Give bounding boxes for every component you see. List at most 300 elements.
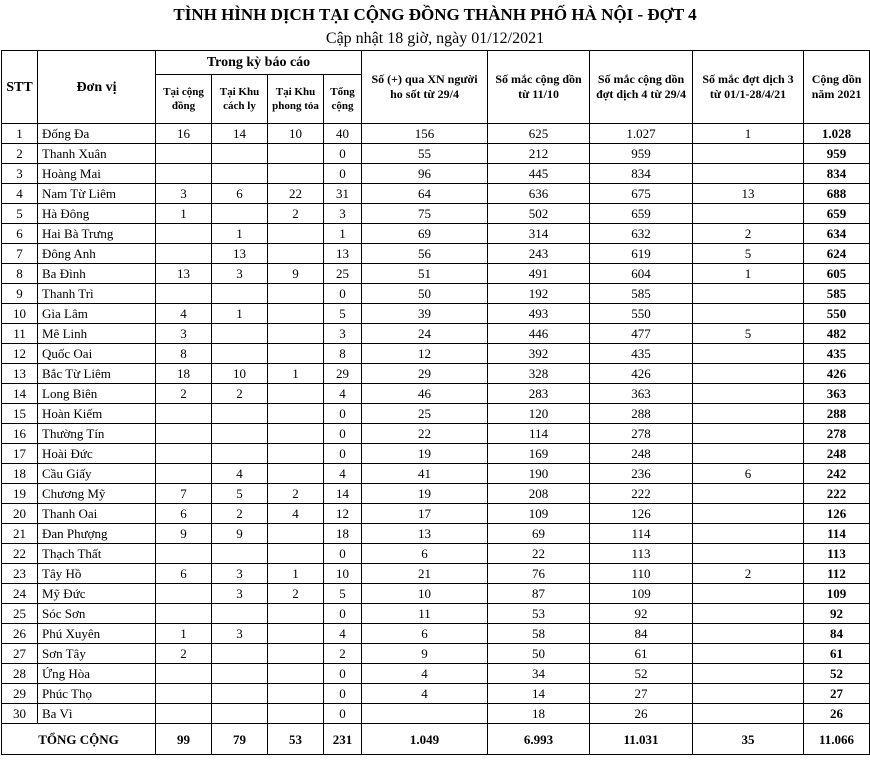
row-cell xyxy=(693,484,804,504)
table-row xyxy=(2,484,870,504)
row-stt: 2 xyxy=(2,144,38,164)
table-row xyxy=(2,144,870,164)
row-cell: 3 xyxy=(212,264,268,284)
row-cumulative-2021: 363 xyxy=(804,384,870,404)
row-cell: 435 xyxy=(590,344,693,364)
row-cumulative-2021: 126 xyxy=(804,504,870,524)
row-unit-name: Hoài Đức xyxy=(38,444,156,464)
row-cell: 2 xyxy=(156,644,212,664)
row-cell xyxy=(268,324,324,344)
row-cell: 4 xyxy=(362,684,488,704)
table-row xyxy=(2,264,870,284)
row-unit-name: Phúc Thọ xyxy=(38,684,156,704)
total-cell: 79 xyxy=(212,724,268,755)
row-cell: 46 xyxy=(362,384,488,404)
row-cell xyxy=(212,144,268,164)
table-row xyxy=(2,524,870,544)
row-cell: 10 xyxy=(324,564,362,584)
row-cell: 58 xyxy=(488,624,590,644)
row-unit-name: Quốc Oai xyxy=(38,344,156,364)
row-cell: 0 xyxy=(324,444,362,464)
row-cell: 64 xyxy=(362,184,488,204)
row-unit-name: Bắc Từ Liêm xyxy=(38,364,156,384)
row-cell xyxy=(156,544,212,564)
row-cell xyxy=(212,604,268,624)
row-cumulative-2021: 109 xyxy=(804,584,870,604)
row-cell: 13 xyxy=(693,184,804,204)
row-cell: 1 xyxy=(212,304,268,324)
table-row xyxy=(2,364,870,384)
row-cell: 29 xyxy=(324,364,362,384)
row-cell: 169 xyxy=(488,444,590,464)
row-cell: 283 xyxy=(488,384,590,404)
row-cell xyxy=(268,704,324,724)
row-cell xyxy=(268,464,324,484)
row-cell: 14 xyxy=(488,684,590,704)
table-row xyxy=(2,444,870,464)
row-cell: 13 xyxy=(156,264,212,284)
row-cell: 9 xyxy=(156,524,212,544)
row-cumulative-2021: 1.028 xyxy=(804,124,870,144)
row-cell: 4 xyxy=(362,664,488,684)
row-unit-name: Tây Hồ xyxy=(38,564,156,584)
row-cell: 13 xyxy=(362,524,488,544)
row-unit-name: Chương Mỹ xyxy=(38,484,156,504)
row-cell xyxy=(212,204,268,224)
total-cell: 11.031 xyxy=(590,724,693,755)
row-cell: 4 xyxy=(156,304,212,324)
row-unit-name: Sơn Tây xyxy=(38,644,156,664)
row-cumulative-2021: 426 xyxy=(804,364,870,384)
row-cell: 8 xyxy=(156,344,212,364)
row-stt: 23 xyxy=(2,564,38,584)
table-row xyxy=(2,644,870,664)
row-cell: 1 xyxy=(156,204,212,224)
row-cell xyxy=(693,504,804,524)
row-cell: 6 xyxy=(362,544,488,564)
row-unit-name: Ứng Hòa xyxy=(38,664,156,684)
row-cell xyxy=(693,704,804,724)
row-cell: 16 xyxy=(156,124,212,144)
row-cell: 10 xyxy=(268,124,324,144)
row-cell: 0 xyxy=(324,664,362,684)
row-unit-name: Mê Linh xyxy=(38,324,156,344)
row-cell: 0 xyxy=(324,404,362,424)
row-unit-name: Sóc Sơn xyxy=(38,604,156,624)
row-cell: 109 xyxy=(488,504,590,524)
table-row xyxy=(2,564,870,584)
header-don-vi: Đơn vị xyxy=(38,51,156,124)
row-cell: 2 xyxy=(212,504,268,524)
row-cell xyxy=(268,624,324,644)
row-cell: 0 xyxy=(324,284,362,304)
row-unit-name: Cầu Giấy xyxy=(38,464,156,484)
row-cell xyxy=(156,164,212,184)
row-cell: 288 xyxy=(590,404,693,424)
row-cell xyxy=(693,424,804,444)
row-cell: 156 xyxy=(362,124,488,144)
row-unit-name: Hà Đông xyxy=(38,204,156,224)
row-cell: 3 xyxy=(156,324,212,344)
table-row xyxy=(2,664,870,684)
row-cell: 126 xyxy=(590,504,693,524)
row-cell xyxy=(693,384,804,404)
row-unit-name: Hai Bà Trưng xyxy=(38,224,156,244)
row-cell: 2 xyxy=(212,384,268,404)
row-cell: 14 xyxy=(324,484,362,504)
row-cell xyxy=(212,284,268,304)
table-row xyxy=(2,344,870,364)
row-cell: 222 xyxy=(590,484,693,504)
row-unit-name: Nam Từ Liêm xyxy=(38,184,156,204)
row-cell xyxy=(693,684,804,704)
row-cell: 61 xyxy=(590,644,693,664)
row-unit-name: Mỹ Đức xyxy=(38,584,156,604)
row-cell: 477 xyxy=(590,324,693,344)
header-tai-khu-cach-ly: Tại Khu cách ly xyxy=(212,75,268,124)
row-cell: 446 xyxy=(488,324,590,344)
row-cumulative-2021: 688 xyxy=(804,184,870,204)
row-cell: 7 xyxy=(156,484,212,504)
row-stt: 19 xyxy=(2,484,38,504)
table-row xyxy=(2,164,870,184)
row-cell xyxy=(268,544,324,564)
row-cell xyxy=(268,344,324,364)
row-cell: 243 xyxy=(488,244,590,264)
row-cumulative-2021: 52 xyxy=(804,664,870,684)
row-cell xyxy=(156,224,212,244)
row-cell: 21 xyxy=(362,564,488,584)
row-cell: 4 xyxy=(268,504,324,524)
table-row xyxy=(2,684,870,704)
row-cell: 0 xyxy=(324,424,362,444)
row-cell xyxy=(693,204,804,224)
row-cell: 25 xyxy=(362,404,488,424)
table-row xyxy=(2,204,870,224)
row-unit-name: Hoàn Kiếm xyxy=(38,404,156,424)
row-cell: 8 xyxy=(324,344,362,364)
row-cell xyxy=(156,464,212,484)
row-cell: 50 xyxy=(362,284,488,304)
row-cell: 27 xyxy=(590,684,693,704)
row-cell: 619 xyxy=(590,244,693,264)
row-cell: 3 xyxy=(324,204,362,224)
row-cell: 0 xyxy=(324,604,362,624)
row-stt: 10 xyxy=(2,304,38,324)
row-unit-name: Thanh Xuân xyxy=(38,144,156,164)
report-title: TÌNH HÌNH DỊCH TẠI CỘNG ĐỒNG THÀNH PHỐ HÀ NỘI - ĐỢT 4 xyxy=(173,5,697,24)
row-cell: 13 xyxy=(324,244,362,264)
row-cell: 69 xyxy=(362,224,488,244)
row-stt: 16 xyxy=(2,424,38,444)
table-row xyxy=(2,324,870,344)
table-row xyxy=(2,304,870,324)
row-cell: 55 xyxy=(362,144,488,164)
row-cell xyxy=(268,604,324,624)
row-unit-name: Thanh Oai xyxy=(38,504,156,524)
row-cell: 5 xyxy=(693,324,804,344)
row-stt: 11 xyxy=(2,324,38,344)
table-row xyxy=(2,424,870,444)
row-cell xyxy=(268,244,324,264)
row-cell: 493 xyxy=(488,304,590,324)
row-cell: 41 xyxy=(362,464,488,484)
total-cell: 231 xyxy=(324,724,362,755)
row-cell: 84 xyxy=(590,624,693,644)
header-so-mac-dot-4: Số mắc cộng dồn đợt dịch 4 từ 29/4 xyxy=(590,51,693,124)
row-cumulative-2021: 659 xyxy=(804,204,870,224)
row-cumulative-2021: 27 xyxy=(804,684,870,704)
row-cell xyxy=(268,444,324,464)
row-cell: 24 xyxy=(362,324,488,344)
row-stt: 21 xyxy=(2,524,38,544)
row-cell: 1 xyxy=(156,624,212,644)
row-stt: 15 xyxy=(2,404,38,424)
row-cell: 17 xyxy=(362,504,488,524)
row-cell: 392 xyxy=(488,344,590,364)
row-cell: 120 xyxy=(488,404,590,424)
row-cell xyxy=(212,344,268,364)
row-cell xyxy=(693,584,804,604)
row-cell: 10 xyxy=(212,364,268,384)
row-cell xyxy=(156,664,212,684)
row-cell xyxy=(693,644,804,664)
row-cell xyxy=(693,604,804,624)
row-cell: 22 xyxy=(362,424,488,444)
row-cumulative-2021: 61 xyxy=(804,644,870,664)
row-cell: 113 xyxy=(590,544,693,564)
row-cell xyxy=(693,524,804,544)
row-cell xyxy=(212,424,268,444)
header-so-mac-dot-3: Số mắc đợt dịch 3 từ 01/1-28/4/21 xyxy=(693,51,804,124)
row-cell xyxy=(212,404,268,424)
row-cell xyxy=(268,664,324,684)
row-cumulative-2021: 92 xyxy=(804,604,870,624)
row-cell: 69 xyxy=(488,524,590,544)
table-row xyxy=(2,464,870,484)
row-cell: 363 xyxy=(590,384,693,404)
row-cell: 2 xyxy=(693,224,804,244)
row-cell xyxy=(268,524,324,544)
row-cumulative-2021: 550 xyxy=(804,304,870,324)
table-row xyxy=(2,624,870,644)
row-cell: 4 xyxy=(324,464,362,484)
row-cell: 6 xyxy=(693,464,804,484)
row-cell: 5 xyxy=(693,244,804,264)
row-cell xyxy=(212,664,268,684)
table-row xyxy=(2,504,870,524)
row-cumulative-2021: 84 xyxy=(804,624,870,644)
row-cell: 445 xyxy=(488,164,590,184)
row-cell: 1 xyxy=(268,564,324,584)
row-cumulative-2021: 248 xyxy=(804,444,870,464)
row-cell: 2 xyxy=(268,484,324,504)
row-cell: 585 xyxy=(590,284,693,304)
row-stt: 9 xyxy=(2,284,38,304)
row-stt: 27 xyxy=(2,644,38,664)
row-cell: 19 xyxy=(362,444,488,464)
row-cell: 22 xyxy=(268,184,324,204)
row-cumulative-2021: 435 xyxy=(804,344,870,364)
total-cell: 11.066 xyxy=(804,724,870,755)
row-cell: 9 xyxy=(268,264,324,284)
row-cumulative-2021: 834 xyxy=(804,164,870,184)
row-cell xyxy=(212,644,268,664)
row-cell: 604 xyxy=(590,264,693,284)
row-stt: 14 xyxy=(2,384,38,404)
total-row xyxy=(2,724,870,755)
row-cell: 675 xyxy=(590,184,693,204)
row-cumulative-2021: 959 xyxy=(804,144,870,164)
row-cell: 31 xyxy=(324,184,362,204)
row-cell: 212 xyxy=(488,144,590,164)
row-cell: 6 xyxy=(212,184,268,204)
row-cumulative-2021: 624 xyxy=(804,244,870,264)
row-cell xyxy=(268,164,324,184)
row-cell xyxy=(156,424,212,444)
row-cell xyxy=(156,444,212,464)
row-cell: 625 xyxy=(488,124,590,144)
row-cell xyxy=(212,544,268,564)
row-cell xyxy=(268,404,324,424)
row-cell: 2 xyxy=(324,644,362,664)
row-cell xyxy=(693,304,804,324)
row-cell: 92 xyxy=(590,604,693,624)
row-cell: 114 xyxy=(590,524,693,544)
row-cell: 208 xyxy=(488,484,590,504)
row-unit-name: Ba Đình xyxy=(38,264,156,284)
row-stt: 22 xyxy=(2,544,38,564)
row-unit-name: Thạch Thất xyxy=(38,544,156,564)
row-cell: 39 xyxy=(362,304,488,324)
row-cell: 2 xyxy=(693,564,804,584)
row-cumulative-2021: 114 xyxy=(804,524,870,544)
row-cell: 0 xyxy=(324,144,362,164)
row-stt: 25 xyxy=(2,604,38,624)
row-stt: 3 xyxy=(2,164,38,184)
row-cell: 2 xyxy=(268,584,324,604)
table-row xyxy=(2,224,870,244)
row-cell xyxy=(362,704,488,724)
row-cell xyxy=(156,404,212,424)
row-cell: 5 xyxy=(212,484,268,504)
row-cell: 6 xyxy=(362,624,488,644)
row-cell: 76 xyxy=(488,564,590,584)
row-cell: 236 xyxy=(590,464,693,484)
row-cell xyxy=(693,544,804,564)
covid-cases-table xyxy=(1,50,870,755)
row-cumulative-2021: 242 xyxy=(804,464,870,484)
row-cell: 636 xyxy=(488,184,590,204)
row-cumulative-2021: 222 xyxy=(804,484,870,504)
row-cell: 109 xyxy=(590,584,693,604)
row-cell: 1 xyxy=(324,224,362,244)
row-cell: 1 xyxy=(268,364,324,384)
row-cell xyxy=(693,284,804,304)
row-cell: 25 xyxy=(324,264,362,284)
row-cell xyxy=(268,224,324,244)
row-cell xyxy=(156,584,212,604)
header-so-xn: Số (+) qua XN người ho sốt từ 29/4 xyxy=(362,51,488,124)
row-cell xyxy=(156,684,212,704)
row-cell: 53 xyxy=(488,604,590,624)
row-stt: 30 xyxy=(2,704,38,724)
row-cell: 0 xyxy=(324,544,362,564)
row-cumulative-2021: 482 xyxy=(804,324,870,344)
row-cell: 491 xyxy=(488,264,590,284)
row-cell: 22 xyxy=(488,544,590,564)
row-cumulative-2021: 605 xyxy=(804,264,870,284)
row-cumulative-2021: 278 xyxy=(804,424,870,444)
row-cell xyxy=(156,244,212,264)
row-cell: 959 xyxy=(590,144,693,164)
total-cell: 1.049 xyxy=(362,724,488,755)
row-cumulative-2021: 634 xyxy=(804,224,870,244)
row-cell xyxy=(693,144,804,164)
total-cell: 99 xyxy=(156,724,212,755)
row-cumulative-2021: 112 xyxy=(804,564,870,584)
header-stt: STT xyxy=(2,51,38,124)
row-cell: 18 xyxy=(324,524,362,544)
row-cumulative-2021: 26 xyxy=(804,704,870,724)
row-cell: 19 xyxy=(362,484,488,504)
table-row xyxy=(2,284,870,304)
row-cell: 192 xyxy=(488,284,590,304)
row-stt: 4 xyxy=(2,184,38,204)
row-cell: 328 xyxy=(488,364,590,384)
row-cumulative-2021: 288 xyxy=(804,404,870,424)
row-stt: 20 xyxy=(2,504,38,524)
row-cell: 3 xyxy=(212,564,268,584)
row-cell xyxy=(268,384,324,404)
total-cell: 53 xyxy=(268,724,324,755)
row-stt: 7 xyxy=(2,244,38,264)
row-cell: 632 xyxy=(590,224,693,244)
row-cell: 51 xyxy=(362,264,488,284)
table-row xyxy=(2,184,870,204)
row-cell: 11 xyxy=(362,604,488,624)
row-cell: 13 xyxy=(212,244,268,264)
row-cell: 52 xyxy=(590,664,693,684)
row-cell xyxy=(268,644,324,664)
row-cell: 3 xyxy=(324,324,362,344)
total-cell: 6.993 xyxy=(488,724,590,755)
row-cell: 314 xyxy=(488,224,590,244)
row-cell: 18 xyxy=(488,704,590,724)
row-cell: 29 xyxy=(362,364,488,384)
row-cell: 110 xyxy=(590,564,693,584)
row-cell: 2 xyxy=(268,204,324,224)
row-cell: 14 xyxy=(212,124,268,144)
row-cell xyxy=(268,424,324,444)
row-stt: 28 xyxy=(2,664,38,684)
table-row xyxy=(2,584,870,604)
header-tai-cong-dong: Tại cộng đồng xyxy=(156,75,212,124)
row-cell: 4 xyxy=(324,384,362,404)
report-subtitle: Cập nhật 18 giờ, ngày 01/12/2021 xyxy=(325,30,545,47)
row-cell: 1 xyxy=(693,264,804,284)
row-cell: 659 xyxy=(590,204,693,224)
row-unit-name: Thanh Trì xyxy=(38,284,156,304)
row-cell xyxy=(693,624,804,644)
row-cell: 3 xyxy=(212,584,268,604)
row-cell: 3 xyxy=(212,624,268,644)
row-unit-name: Thường Tín xyxy=(38,424,156,444)
row-unit-name: Đan Phượng xyxy=(38,524,156,544)
row-cell xyxy=(212,444,268,464)
row-cell xyxy=(156,284,212,304)
table-row xyxy=(2,604,870,624)
